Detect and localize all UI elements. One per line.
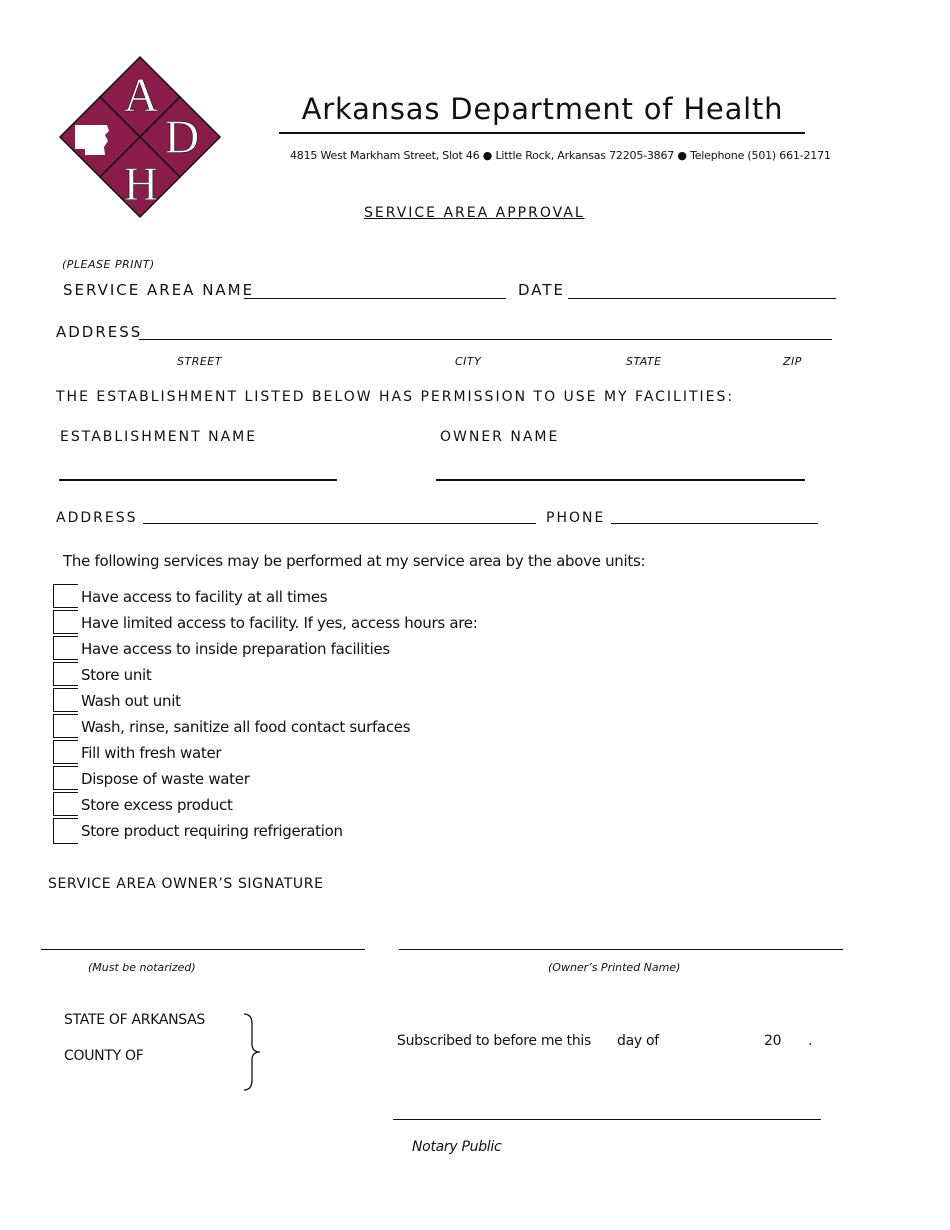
service-label: Store product requiring refrigeration (81, 822, 343, 840)
service-label: Fill with fresh water (81, 744, 222, 762)
please-print-note: (PLEASE PRINT) (62, 258, 155, 271)
state-of-arkansas: STATE OF ARKANSAS (64, 1012, 206, 1028)
notary-signature-field[interactable] (393, 1119, 821, 1120)
permission-statement: THE ESTABLISHMENT LISTED BELOW HAS PERMISSION TO USE MY FACILITIES: (56, 389, 735, 405)
address2-label: ADDRESS (56, 510, 138, 526)
form-title: SERVICE AREA APPROVAL (364, 205, 585, 221)
service-label: Have limited access to facility. If yes, access hours are: (81, 614, 478, 632)
service-option[interactable] (53, 740, 473, 766)
date-label: DATE (518, 281, 566, 299)
service-checkbox[interactable] (53, 714, 78, 738)
address-label: ADDRESS (56, 323, 143, 341)
service-checkbox[interactable] (53, 662, 78, 686)
phone-field[interactable] (611, 523, 818, 524)
signature-field[interactable] (41, 949, 365, 950)
owner-name-field[interactable] (436, 479, 805, 481)
service-checkbox[interactable] (53, 818, 78, 844)
logo-letter-a: A (123, 69, 159, 122)
service-label: Dispose of waste water (81, 770, 250, 788)
establishment-name-label: ESTABLISHMENT NAME (60, 429, 258, 445)
notary-public-label: Notary Public (412, 1139, 502, 1155)
page-title: Arkansas Department of Health (301, 92, 784, 126)
service-option[interactable] (53, 792, 473, 818)
service-checkbox[interactable] (53, 792, 78, 816)
service-label: Have access to facility at all times (81, 588, 328, 606)
establishment-name-field[interactable] (59, 479, 337, 481)
service-option[interactable] (53, 610, 478, 636)
service-area-name-field[interactable] (244, 298, 506, 299)
service-area-name-label: SERVICE AREA NAME (63, 281, 255, 299)
service-checkbox[interactable] (53, 636, 78, 660)
service-option[interactable] (53, 714, 473, 740)
service-label: Have access to inside preparation facilities (81, 640, 390, 658)
owners-printed-name-note: (Owner’s Printed Name) (548, 961, 681, 974)
adh-logo (55, 55, 225, 223)
service-checkbox[interactable] (53, 610, 78, 634)
header-address: 4815 West Markham Street, Slot 46 ● Little Rock, Arkansas 72205-3867 ● Telephone (501) 661-2171 (290, 149, 831, 162)
state-sublabel: STATE (626, 355, 662, 368)
title-rule (279, 132, 805, 134)
service-option[interactable] (53, 636, 473, 662)
city-sublabel: CITY (455, 355, 482, 368)
zip-sublabel: ZIP (783, 355, 802, 368)
service-label: Wash out unit (81, 692, 181, 710)
service-option[interactable] (53, 818, 473, 844)
brace (240, 1012, 262, 1092)
service-checkbox[interactable] (53, 766, 78, 790)
period: . (808, 1033, 813, 1049)
must-be-notarized-note: (Must be notarized) (88, 961, 196, 974)
service-label: Wash, rinse, sanitize all food contact surfaces (81, 718, 411, 736)
services-intro: The following services may be performed at my service area by the above units: (63, 552, 646, 570)
service-option[interactable] (53, 584, 473, 610)
subscribed-text: Subscribed to before me this (397, 1033, 591, 1049)
owner-name-label: OWNER NAME (440, 429, 560, 445)
service-checkbox[interactable] (53, 740, 78, 764)
day-of-text: day of (617, 1033, 659, 1049)
year-prefix: 20 (764, 1033, 782, 1049)
logo-letter-d: D (164, 111, 200, 164)
service-option[interactable] (53, 766, 473, 792)
county-of: COUNTY OF (64, 1048, 144, 1064)
service-label: Store excess product (81, 796, 233, 814)
address-field[interactable] (139, 339, 832, 340)
service-option[interactable] (53, 662, 473, 688)
service-checkbox[interactable] (53, 688, 78, 712)
logo-letter-h: H (123, 158, 159, 211)
street-sublabel: STREET (177, 355, 222, 368)
phone-label: PHONE (546, 510, 606, 526)
address2-field[interactable] (143, 523, 536, 524)
date-field[interactable] (568, 298, 836, 299)
service-label: Store unit (81, 666, 152, 684)
service-option[interactable] (53, 688, 473, 714)
owner-printed-name-field[interactable] (399, 949, 843, 950)
signature-label: SERVICE AREA OWNER’S SIGNATURE (48, 876, 324, 892)
service-checkbox[interactable] (53, 584, 78, 608)
